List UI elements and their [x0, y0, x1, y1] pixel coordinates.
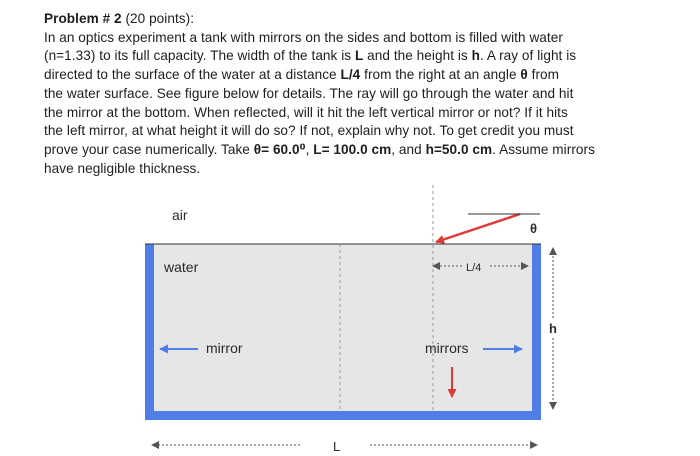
problem-line-7b: , and — [391, 141, 422, 157]
width-label: L — [333, 439, 341, 454]
left-mirror — [145, 244, 154, 420]
height-label: h — [549, 321, 557, 336]
separator: , — [305, 141, 310, 157]
bottom-mirror — [145, 411, 541, 420]
air-label: air — [172, 207, 188, 223]
problem-line-5: the mirror at the bottom. When reflected, will it hit the left vertical mirror or not? If it hits — [44, 104, 568, 120]
problem-line-4: the water surface. See figure below for details. The ray will go through the water and hit — [44, 85, 574, 101]
problem-heading: Problem # 2 — [44, 11, 122, 26]
problem-points: (20 points): — [125, 11, 195, 26]
given-h: h=50.0 cm — [425, 141, 493, 157]
symbol-h: h — [471, 48, 480, 64]
problem-line-3b: from the right at an angle — [364, 67, 517, 83]
problem-line-1: In an optics experiment a tank with mirrors on the sides and bottom is filled with water — [44, 29, 563, 45]
problem-line-2a: (n=1.33) to its full capacity. The width of the tank is — [44, 48, 352, 64]
symbol-L4: L/4 — [340, 67, 361, 83]
water-label: water — [164, 259, 199, 275]
problem-line-3a: directed to the surface of the water at a distance — [44, 67, 337, 83]
quarter-label: L/4 — [466, 262, 482, 274]
problem-line-2b: and the height is — [367, 48, 468, 64]
incident-ray — [436, 214, 520, 242]
given-L: L= 100.0 cm — [313, 141, 392, 157]
problem-line-2c: . A ray of light is — [479, 48, 577, 64]
symbol-theta: θ — [520, 67, 528, 83]
mirrors-label: mirrors — [425, 340, 469, 356]
symbol-L: L — [354, 48, 364, 64]
problem-line-8: have negligible thickness. — [44, 160, 201, 176]
problem-line-3c: from — [531, 67, 560, 83]
right-mirror — [532, 244, 541, 420]
problem-line-7c: . Assume mirrors — [492, 141, 595, 157]
given-theta: θ= 60.0⁰ — [253, 141, 306, 157]
problem-line-7a: prove your case numerically. Take — [44, 141, 250, 157]
problem-line-6: the left mirror, at what height it will do so? If not, explain why not. To get credit you must — [44, 123, 574, 139]
theta-symbol: θ — [530, 221, 538, 236]
mirror-label: mirror — [206, 340, 243, 356]
